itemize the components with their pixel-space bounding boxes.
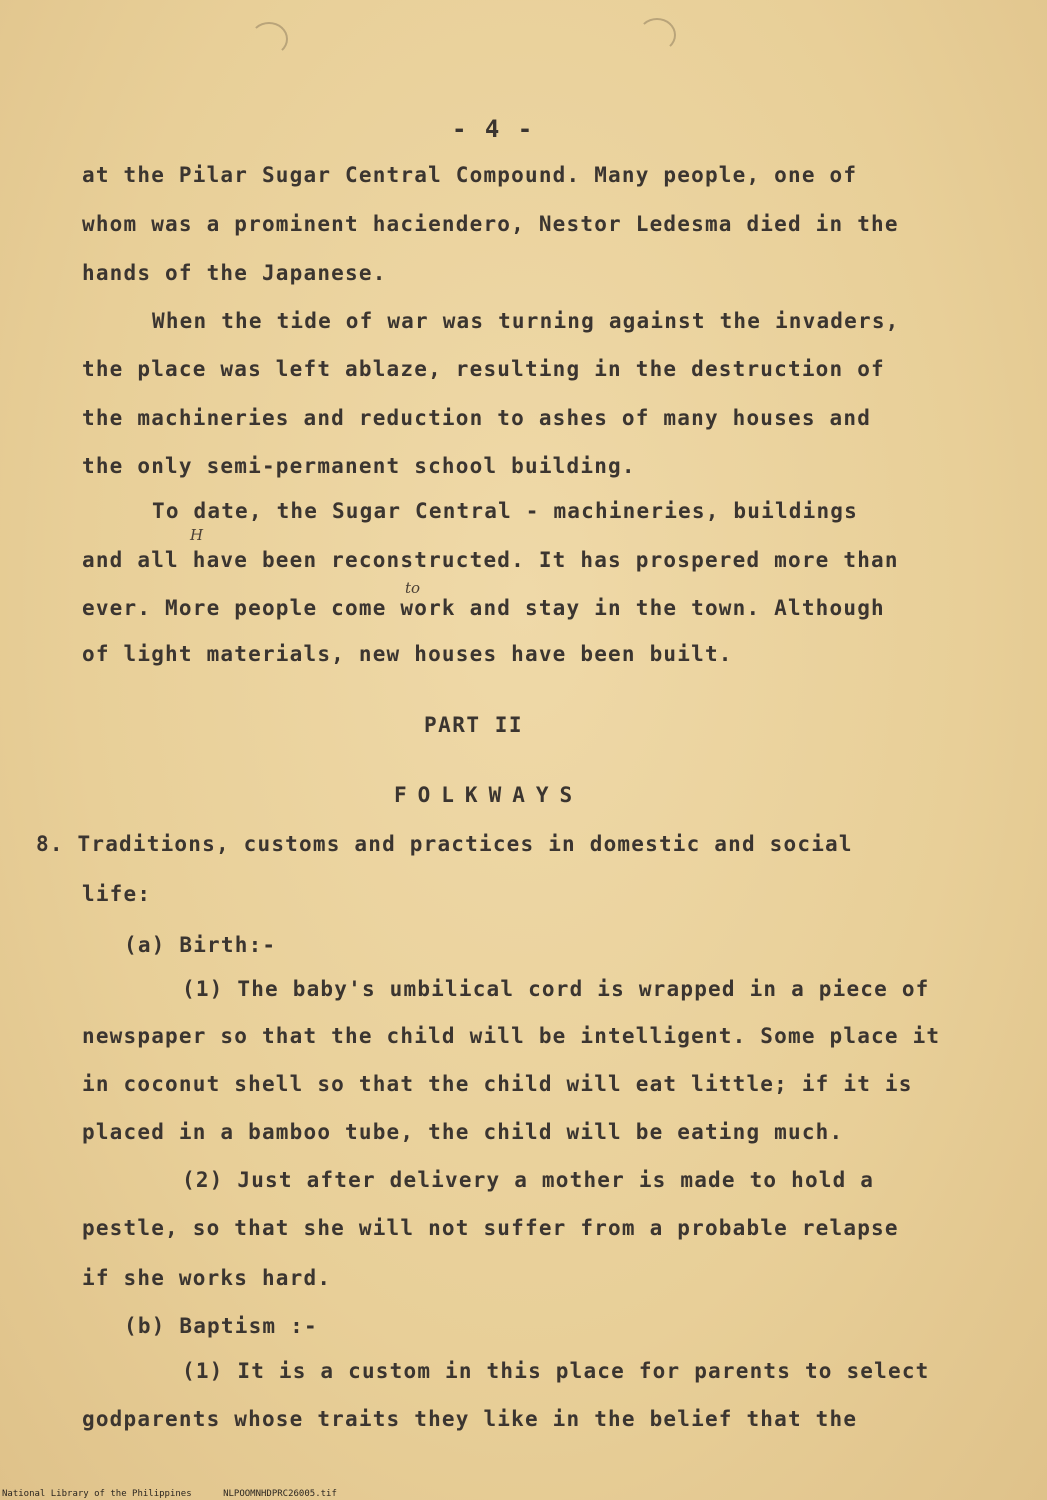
text-line: the machineries and reduction to ashes of many houses and	[82, 406, 872, 430]
text-line: at the Pilar Sugar Central Compound. Many people, one of	[82, 163, 858, 187]
text-line: godparents whose traits they like in the belief that the	[82, 1407, 858, 1431]
text-line: placed in a bamboo tube, the child will be eating much.	[82, 1120, 844, 1144]
text-line: When the tide of war was turning against the invaders,	[152, 309, 900, 333]
text-line: if she works hard.	[82, 1266, 332, 1290]
section-heading: 8. Traditions, customs and practices in domestic and social	[36, 832, 853, 856]
subsection-heading: (b) Baptism :-	[124, 1314, 318, 1338]
text-line: in coconut shell so that the child will eat little; if it is	[82, 1072, 913, 1096]
text-line: (1) The baby's umbilical cord is wrapped in a piece of	[182, 977, 930, 1001]
subsection-heading: (a) Birth:-	[124, 933, 277, 957]
text-line: To date, the Sugar Central - machineries, buildings	[152, 499, 858, 523]
text-line: newspaper so that the child will be intelligent. Some place it	[82, 1024, 941, 1048]
text-line: (1) It is a custom in this place for parents to select	[182, 1359, 930, 1383]
punch-hole-left	[250, 22, 288, 56]
text-line: pestle, so that she will not suffer from a probable relapse	[82, 1216, 899, 1240]
part-heading: PART II	[424, 713, 524, 737]
text-line: and all have been reconstructed. It has prospered more than	[82, 548, 899, 572]
text-line: ever. More people come work and stay in the town. Although	[82, 596, 885, 620]
punch-hole-right	[638, 18, 676, 52]
text-line: whom was a prominent haciendero, Nestor Ledesma died in the	[82, 212, 899, 236]
text-line: the only semi-permanent school building.	[82, 454, 636, 478]
footer	[2, 1489, 363, 1499]
text-line: hands of the Japanese.	[82, 261, 387, 285]
folkways-heading: FOLKWAYS	[394, 783, 584, 807]
footer-file-id: NLPOOMNHDPRC26005.tif	[223, 1489, 337, 1499]
handwritten-correction-h: H	[190, 526, 204, 544]
footer-library: National Library of the Philippines	[2, 1489, 192, 1499]
page-number: - 4 -	[452, 115, 535, 143]
text-line: (2) Just after delivery a mother is made to hold a	[182, 1168, 875, 1192]
text-line: life:	[82, 882, 152, 906]
text-line: of light materials, new houses have been built.	[82, 642, 733, 666]
text-line: the place was left ablaze, resulting in the destruction of	[82, 357, 885, 381]
handwritten-insert-to: to	[405, 579, 421, 597]
